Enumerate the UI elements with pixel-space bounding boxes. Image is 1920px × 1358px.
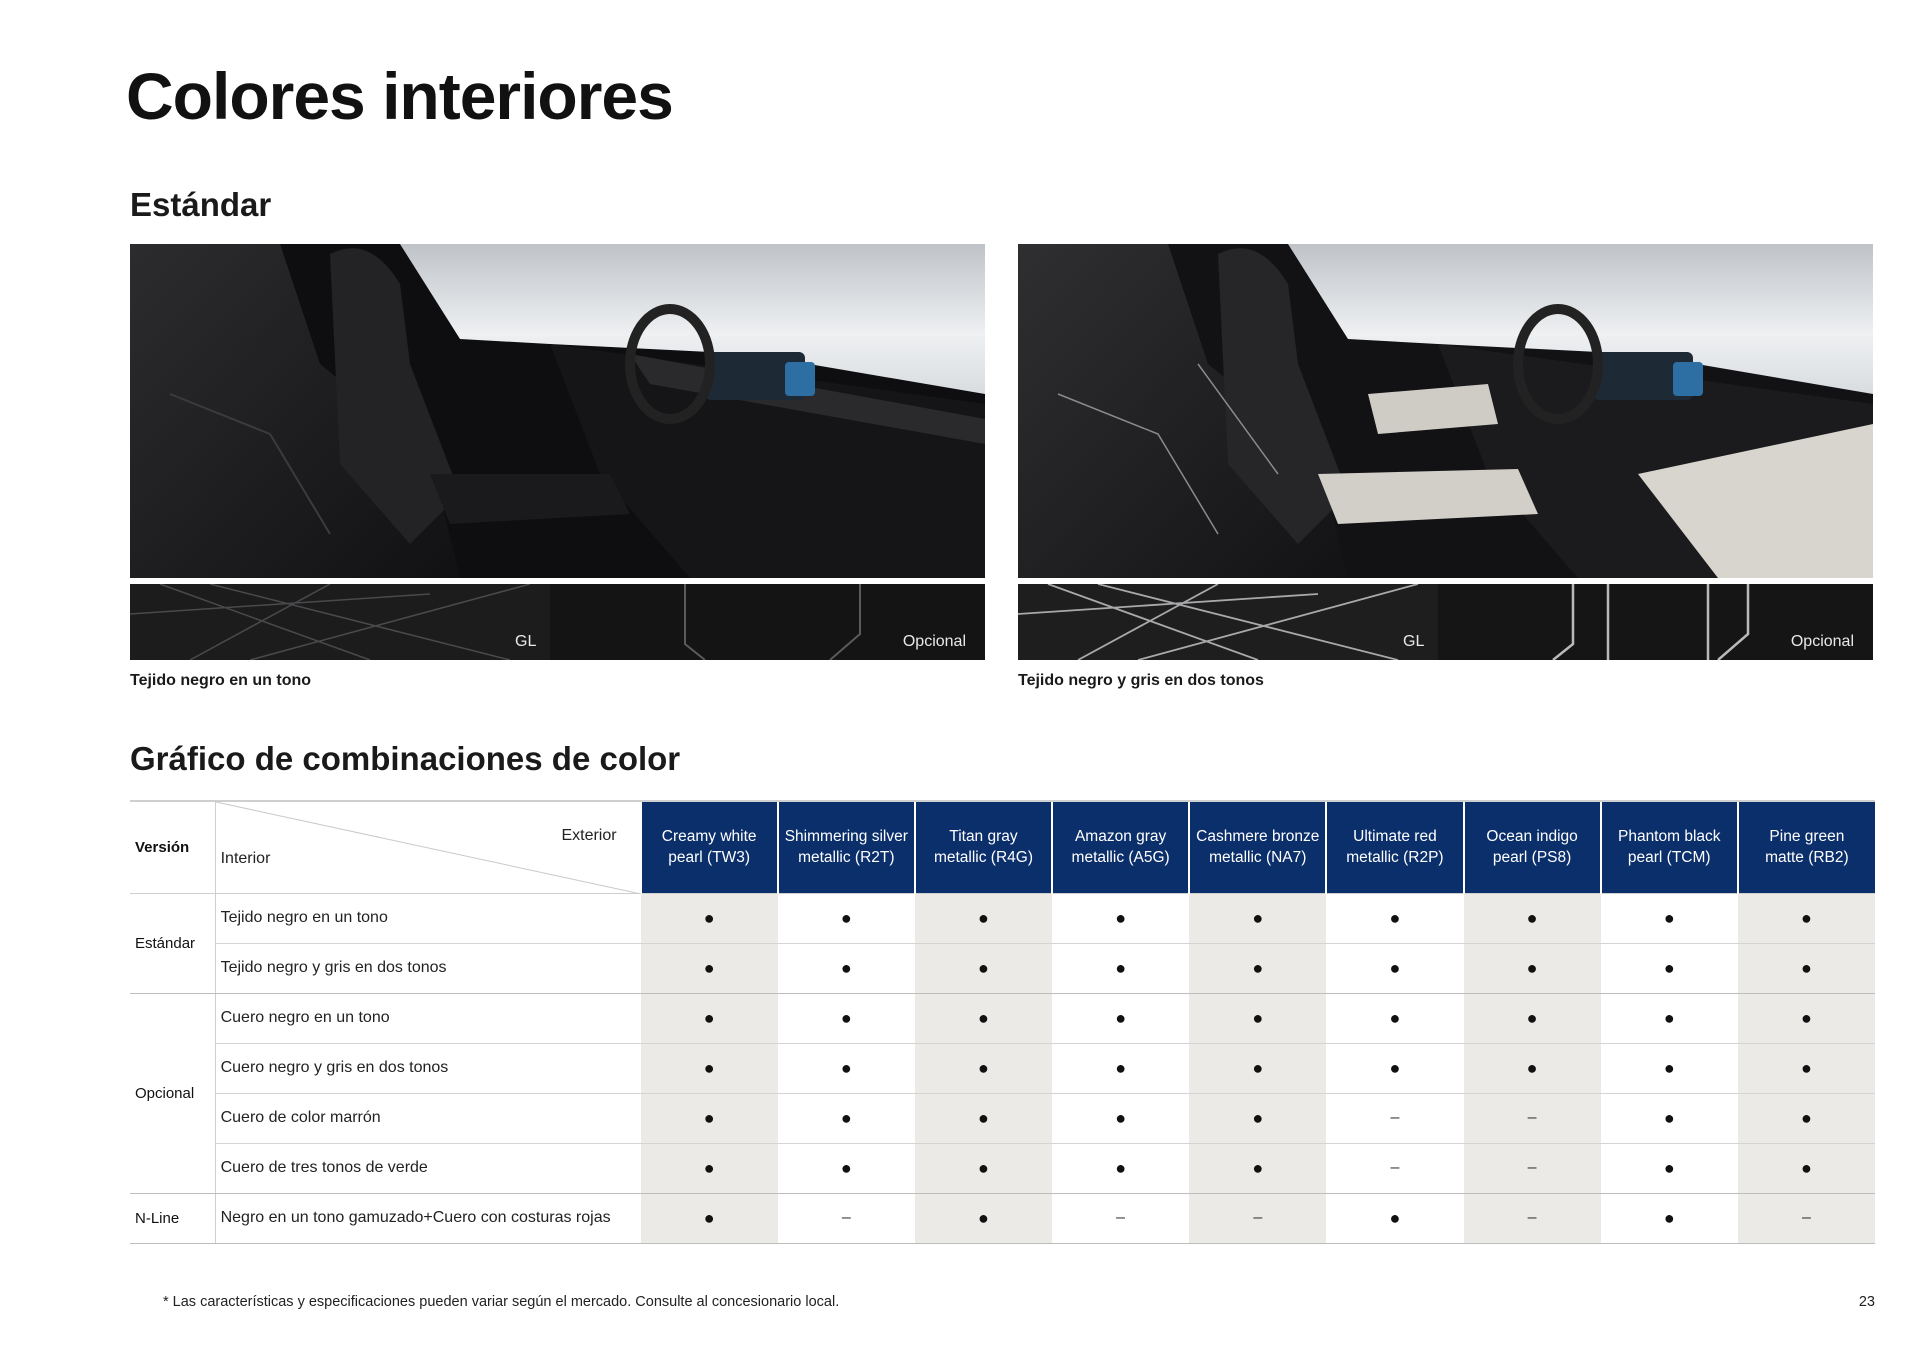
panel-caption: Tejido negro en un tono	[130, 672, 312, 689]
available-mark: ●	[1326, 1043, 1463, 1093]
available-mark: ●	[1601, 943, 1738, 993]
available-mark: ●	[915, 943, 1052, 993]
header-color-r2p: Ultimate red metallic (R2P)	[1326, 801, 1463, 893]
unavailable-mark: –	[1738, 1193, 1875, 1243]
unavailable-mark: –	[1326, 1093, 1463, 1143]
table-row	[130, 1093, 1875, 1143]
available-mark: ●	[1189, 1143, 1326, 1193]
unavailable-mark: –	[1464, 1193, 1601, 1243]
available-mark: ●	[1601, 1043, 1738, 1093]
available-mark: ●	[1464, 1043, 1601, 1093]
available-mark: ●	[1189, 993, 1326, 1043]
available-mark: ●	[1052, 1093, 1189, 1143]
available-mark: ●	[1189, 893, 1326, 943]
available-mark: ●	[778, 1143, 915, 1193]
available-mark: ●	[1601, 1193, 1738, 1243]
interior-panel-two-tone	[1018, 244, 1873, 690]
available-mark: ●	[1326, 893, 1463, 943]
available-mark: ●	[1326, 1193, 1463, 1243]
header-exterior-interior	[215, 801, 640, 893]
interior-cell: Cuero negro en un tono	[215, 993, 640, 1043]
available-mark: ●	[778, 1093, 915, 1143]
available-mark: ●	[1052, 993, 1189, 1043]
available-mark: ●	[1738, 1043, 1875, 1093]
fabric-swatch-black	[130, 584, 985, 660]
available-mark: ●	[778, 943, 915, 993]
header-exterior-label: Exterior	[561, 827, 617, 844]
panel-caption: Tejido negro y gris en dos tonos	[1018, 672, 1264, 689]
table-header-row	[130, 801, 1875, 893]
unavailable-mark: –	[1189, 1193, 1326, 1243]
available-mark: ●	[915, 1193, 1052, 1243]
available-mark: ●	[1189, 1043, 1326, 1093]
available-mark: ●	[1601, 1093, 1738, 1143]
swatch-label-optional: Opcional	[1790, 633, 1854, 650]
fabric-swatch-black-gray	[1018, 584, 1873, 660]
available-mark: ●	[1326, 943, 1463, 993]
header-color-tw3: Creamy white pearl (TW3)	[641, 801, 778, 893]
interior-photo-black	[130, 244, 985, 578]
available-mark: ●	[1738, 1143, 1875, 1193]
table-row	[130, 993, 1875, 1043]
table-row	[130, 1043, 1875, 1093]
unavailable-mark: –	[778, 1193, 915, 1243]
interior-photo-black-gray	[1018, 244, 1873, 578]
version-cell: Opcional	[130, 993, 215, 1193]
available-mark: ●	[1326, 993, 1463, 1043]
header-interior-label: Interior	[220, 850, 271, 867]
table-row	[130, 893, 1875, 943]
available-mark: ●	[1738, 993, 1875, 1043]
available-mark: ●	[641, 1093, 778, 1143]
color-combination-table	[130, 800, 1875, 1244]
available-mark: ●	[1601, 1143, 1738, 1193]
header-version: Versión	[130, 801, 215, 893]
available-mark: ●	[1464, 893, 1601, 943]
available-mark: ●	[641, 943, 778, 993]
unavailable-mark: –	[1326, 1143, 1463, 1193]
available-mark: ●	[1189, 1093, 1326, 1143]
header-color-na7: Cashmere bronze metallic (NA7)	[1189, 801, 1326, 893]
version-cell: N-Line	[130, 1193, 215, 1243]
available-mark: ●	[1601, 993, 1738, 1043]
header-color-r2t: Shimmering silver metallic (R2T)	[778, 801, 915, 893]
available-mark: ●	[915, 893, 1052, 943]
interior-cell: Cuero de tres tonos de verde	[215, 1143, 640, 1193]
swatch-label-gl: GL	[1403, 633, 1425, 650]
available-mark: ●	[1464, 943, 1601, 993]
available-mark: ●	[641, 1143, 778, 1193]
available-mark: ●	[915, 1093, 1052, 1143]
available-mark: ●	[641, 1043, 778, 1093]
header-color-a5g: Amazon gray metallic (A5G)	[1052, 801, 1189, 893]
interior-cell: Negro en un tono gamuzado+Cuero con costuras rojas	[215, 1193, 640, 1243]
interior-cell: Cuero negro y gris en dos tonos	[215, 1043, 640, 1093]
header-color-rb2: Pine green matte (RB2)	[1738, 801, 1875, 893]
available-mark: ●	[1052, 1143, 1189, 1193]
available-mark: ●	[1738, 943, 1875, 993]
interior-cell: Tejido negro y gris en dos tonos	[215, 943, 640, 993]
interior-cell: Cuero de color marrón	[215, 1093, 640, 1143]
interior-panel-one-tone	[130, 244, 985, 690]
header-color-ps8: Ocean indigo pearl (PS8)	[1464, 801, 1601, 893]
available-mark: ●	[778, 893, 915, 943]
available-mark: ●	[915, 1043, 1052, 1093]
available-mark: ●	[1189, 943, 1326, 993]
swatch-label-gl: GL	[515, 633, 537, 650]
unavailable-mark: –	[1464, 1093, 1601, 1143]
available-mark: ●	[1052, 943, 1189, 993]
swatch-label-optional: Opcional	[902, 633, 966, 650]
unavailable-mark: –	[1464, 1143, 1601, 1193]
available-mark: ●	[1052, 1043, 1189, 1093]
available-mark: ●	[915, 1143, 1052, 1193]
available-mark: ●	[641, 1193, 778, 1243]
interior-cell: Tejido negro en un tono	[215, 893, 640, 943]
page-number: 23	[1858, 1294, 1875, 1310]
header-color-tcm: Phantom black pearl (TCM)	[1601, 801, 1738, 893]
table-row	[130, 943, 1875, 993]
table-row	[130, 1143, 1875, 1193]
available-mark: ●	[1738, 1093, 1875, 1143]
version-cell: Estándar	[130, 893, 215, 993]
footnote: * Las características y especificaciones pueden variar según el mercado. Consulte al concesionario local.	[163, 1294, 840, 1310]
available-mark: ●	[1601, 893, 1738, 943]
available-mark: ●	[915, 993, 1052, 1043]
available-mark: ●	[641, 993, 778, 1043]
table-row	[130, 1193, 1875, 1243]
available-mark: ●	[778, 993, 915, 1043]
available-mark: ●	[1738, 893, 1875, 943]
available-mark: ●	[1464, 993, 1601, 1043]
header-color-r4g: Titan gray metallic (R4G)	[915, 801, 1052, 893]
section-title-color-chart: Gráfico de combinaciones de color	[130, 740, 681, 777]
page-title: Colores interiores	[126, 59, 673, 133]
available-mark: ●	[778, 1043, 915, 1093]
unavailable-mark: –	[1052, 1193, 1189, 1243]
available-mark: ●	[1052, 893, 1189, 943]
section-title-standard: Estándar	[130, 186, 272, 223]
available-mark: ●	[641, 893, 778, 943]
